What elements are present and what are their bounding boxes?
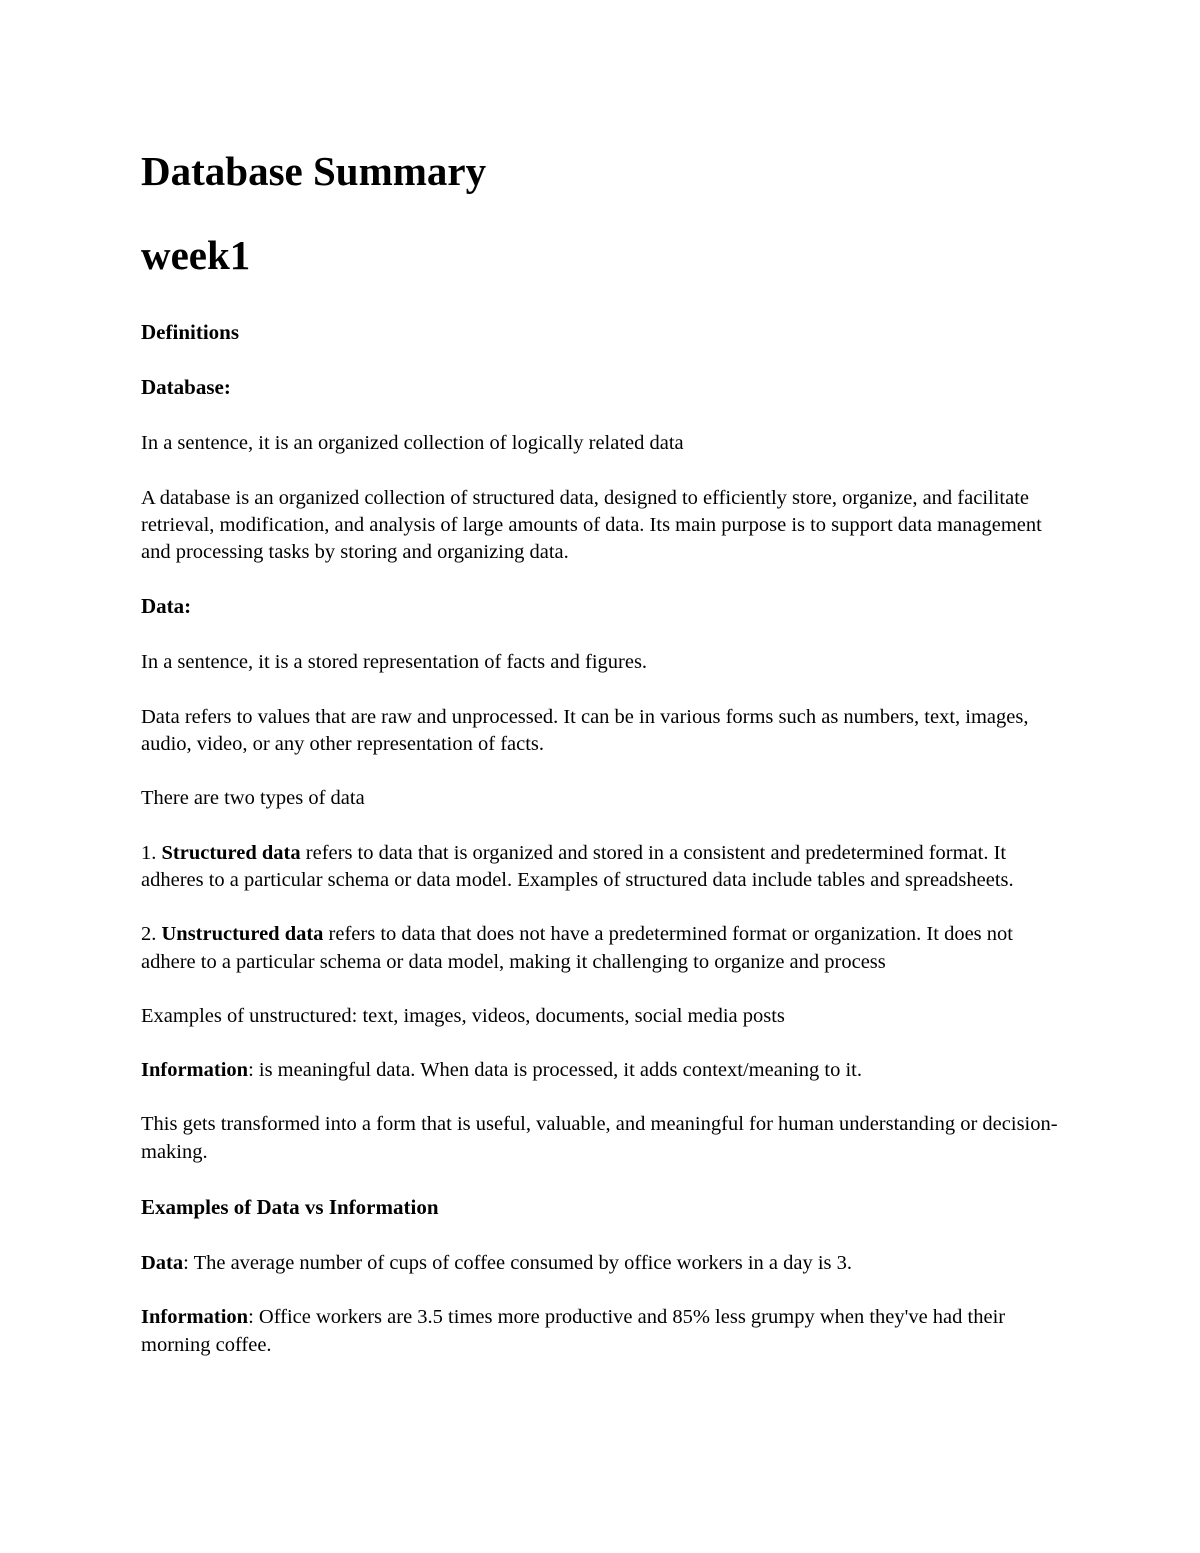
information-example-term: Information (141, 1306, 249, 1329)
data-sentence: In a sentence, it is a stored representation of facts and figures. (141, 651, 648, 674)
database-label: Database: (141, 375, 231, 400)
list-number: 2. (141, 923, 157, 946)
document-title: Database Summary (141, 148, 487, 194)
list-number: 1. (141, 841, 157, 864)
unstructured-data-term: Unstructured data (161, 923, 324, 946)
data-types-intro: There are two types of data (141, 787, 365, 810)
database-sentence: In a sentence, it is an organized collection of logically related data (141, 432, 684, 455)
data-example (141, 1250, 1066, 1277)
data-example-term: Data (141, 1252, 184, 1275)
information-definition-text: : is meaningful data. When data is processed, it adds context/meaning to it. (248, 1059, 862, 1082)
information-example-text: : Office workers are 3.5 times more productive and 85% less grumpy when they've had their morning coffee. (141, 1306, 1006, 1356)
information-paragraph: This gets transformed into a form that is useful, valuable, and meaningful for human understanding or decision-making. (141, 1113, 1058, 1163)
structured-data-term: Structured data (161, 841, 301, 864)
week-heading: week1 (141, 232, 251, 279)
definitions-heading: Definitions (141, 320, 240, 345)
data-label: Data: (141, 594, 192, 619)
information-definition (141, 1057, 1066, 1084)
unstructured-data-description: refers to data that does not have a predetermined format or organization. It does not adhere to a particular schema or data model, making it challenging to organize and process (141, 923, 1013, 973)
unstructured-data-item (141, 921, 1066, 976)
information-term: Information (141, 1059, 249, 1082)
data-example-text: : The average number of cups of coffee consumed by office workers in a day is 3. (183, 1252, 853, 1275)
document-page (141, 140, 1066, 1359)
database-paragraph: A database is an organized collection of structured data, designed to efficiently store, organize, and facilitate retrieval, modification, and analysis of large amounts of data. Its main purpose is to support data management and processing tasks by storing and organizing data. (141, 486, 1042, 564)
structured-data-description: refers to data that is organized and stored in a consistent and predetermined format. It adheres to a particular schema or data model. Examples of structured data include tables and spreadsheets. (141, 841, 1014, 891)
structured-data-item (141, 840, 1066, 895)
data-paragraph: Data refers to values that are raw and unprocessed. It can be in various forms such as numbers, text, images, audio, video, or any other representation of facts. (141, 705, 1029, 756)
information-example (141, 1304, 1066, 1359)
unstructured-examples: Examples of unstructured: text, images, videos, documents, social media posts (141, 1004, 785, 1027)
examples-heading: Examples of Data vs Information (141, 1195, 439, 1220)
